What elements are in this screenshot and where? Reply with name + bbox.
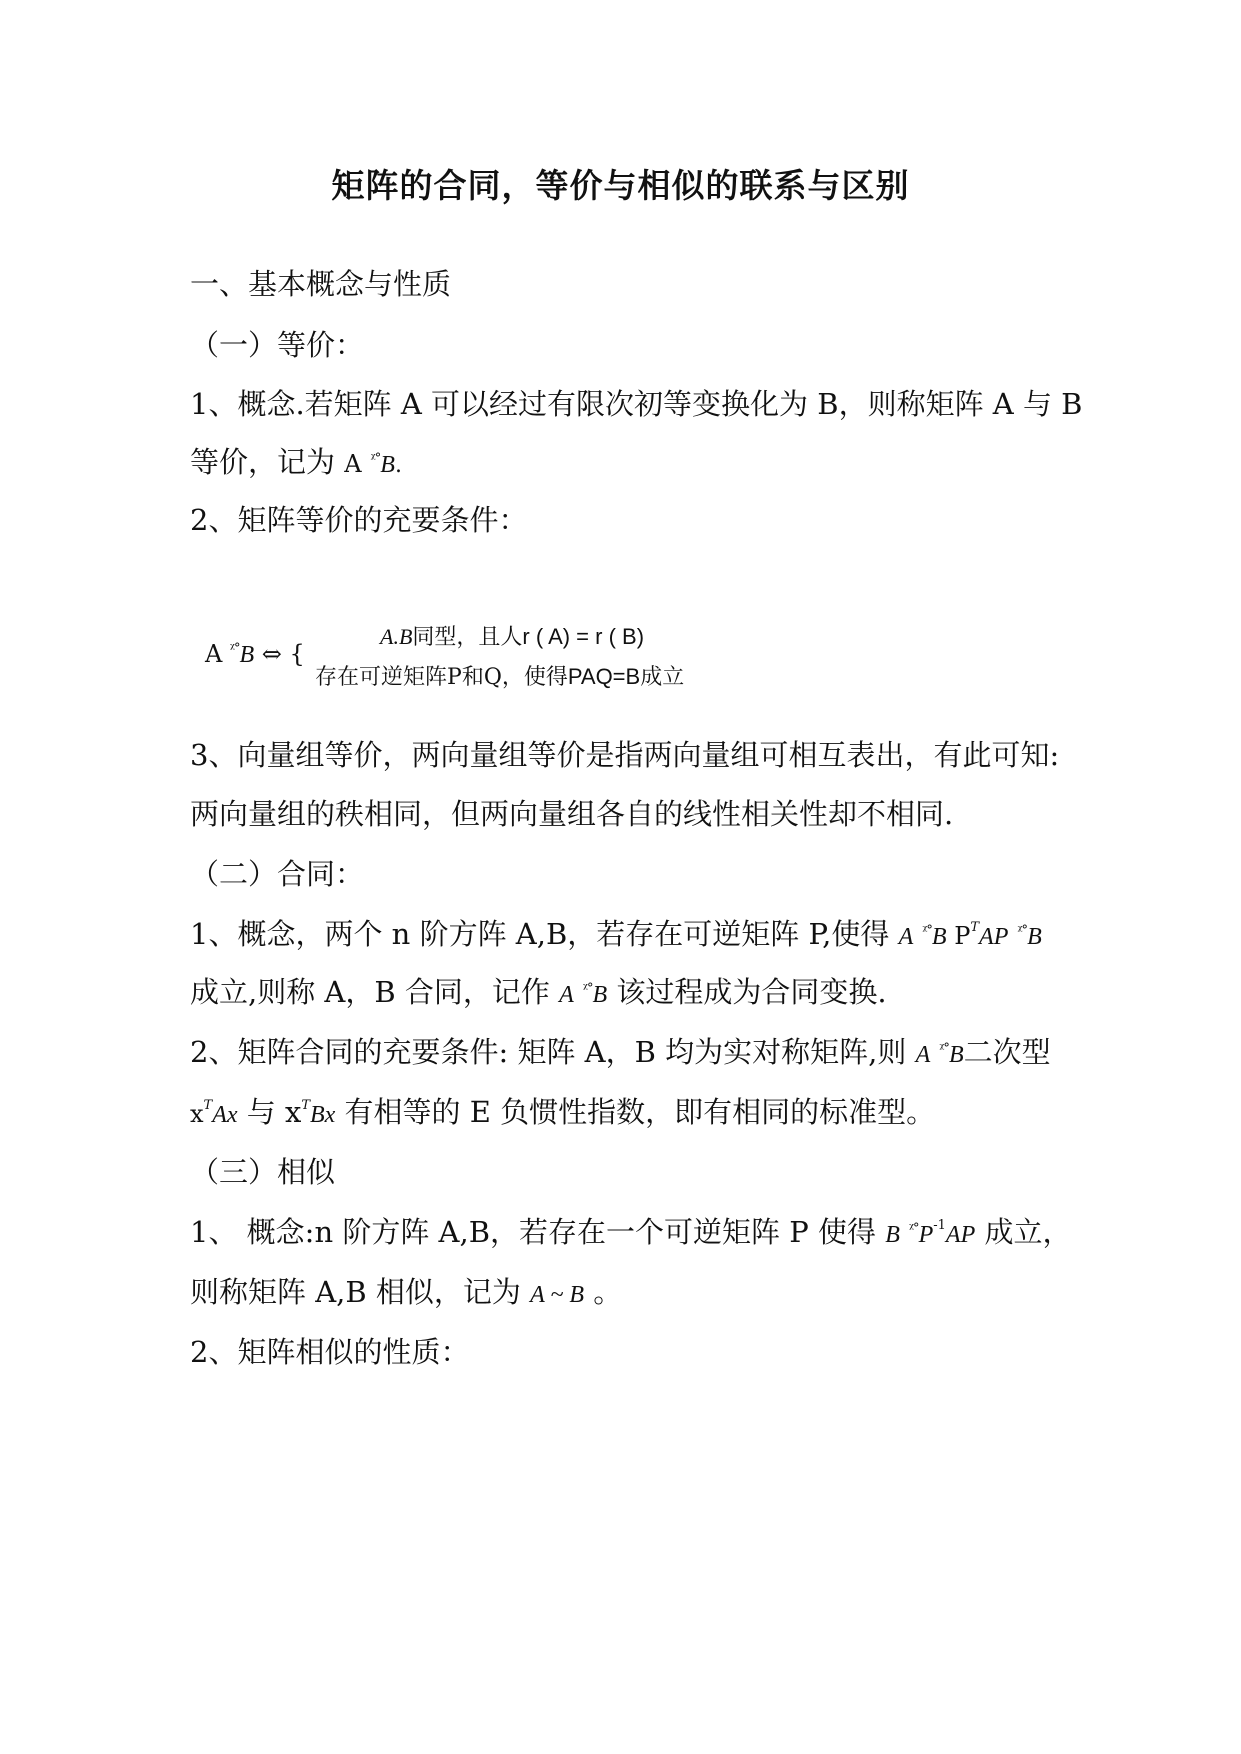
congruence-condition-line2	[190, 1090, 935, 1131]
math-a-sim-b: A ~ B	[530, 1282, 585, 1308]
math-ax: Ax	[212, 1102, 238, 1128]
text-end: 二次型	[963, 1035, 1051, 1069]
end-text: 成立	[640, 665, 685, 690]
text: 1、概念，两个 n 阶方阵 A,B，若存在可逆矩阵 P,使得	[190, 917, 890, 951]
congruence-symbol: ᵡ°	[939, 1041, 949, 1056]
congruence-symbol: ᵡ°	[922, 923, 932, 938]
math-b: B	[931, 924, 947, 950]
end-text: 有相等的 E 负惯性指数，即有相同的标准型。	[335, 1095, 936, 1129]
math-a: A	[898, 924, 914, 950]
math-x: x	[190, 1100, 204, 1128]
subsection-heading-equivalence: （一）等价：	[190, 328, 365, 362]
math-a: A	[559, 982, 574, 1008]
subsection-heading-congruence: （二）合同：	[190, 857, 365, 891]
math-ab: A.B	[380, 624, 413, 649]
transpose-sup: T	[970, 920, 980, 935]
math-a: A	[205, 640, 223, 668]
text: 存在可逆矩阵	[315, 665, 448, 690]
similarity-concept-line1	[190, 1210, 1071, 1251]
transpose-sup: T	[203, 1098, 213, 1113]
vector-equivalence-line1: 3、向量组等价，两向量组等价是指两向量组可相互表出，有此可知:	[190, 738, 1060, 772]
congruence-concept-line2	[190, 970, 887, 1011]
rank-equation: r ( A) = r ( B)	[522, 624, 645, 649]
math-a: A	[344, 450, 362, 478]
congruence-concept-line1	[190, 912, 1042, 953]
mid-text: 与 x	[237, 1095, 302, 1129]
math-b: B	[239, 642, 255, 668]
text-2: 该过程成为合同变换.	[616, 975, 887, 1009]
math-b: B	[948, 1042, 964, 1068]
paq-equation: PAQ=B	[567, 664, 641, 689]
math-b: B	[592, 982, 608, 1008]
section-heading-basic-concepts: 一、基本概念与性质	[190, 267, 452, 301]
vector-equivalence-line2: 两向量组的秩相同，但两向量组各自的线性相关性却不相同.	[190, 797, 954, 831]
math-ap: AP	[979, 924, 1009, 950]
period: .	[394, 453, 402, 478]
equivalence-condition-formula	[205, 620, 765, 700]
end-text: 成立，	[975, 1215, 1072, 1249]
condition-row-1	[380, 620, 644, 651]
math-b: B	[885, 1222, 900, 1248]
congruence-symbol-2: ᵡ°	[1017, 923, 1028, 938]
text: 同型，且人	[412, 625, 523, 650]
equivalence-symbol: ᵡ°	[370, 451, 381, 466]
iff-brace: ⇔ {	[261, 640, 305, 668]
equivalence-concept-line2	[190, 440, 402, 481]
condition-row-2	[315, 660, 684, 691]
math-p: P	[918, 1222, 934, 1248]
equivalence-symbol: ᵡ°	[229, 641, 240, 656]
math-bx: Bx	[310, 1102, 336, 1128]
pq-text: P和Q，使得	[447, 665, 568, 690]
math-b2: B	[1027, 924, 1042, 950]
text: 2、矩阵合同的充要条件: 矩阵 A，B 均为实对称矩阵,则	[190, 1035, 907, 1069]
text: 成立,则称 A，B 合同，记作	[190, 975, 550, 1009]
math-p: P	[946, 922, 971, 950]
congruence-condition-line1	[190, 1030, 1051, 1071]
math-b: B	[380, 452, 395, 478]
text: 1、 概念:n 阶方阵 A,B，若存在一个可逆矩阵 P 使得	[190, 1215, 876, 1249]
congruence-symbol: ᵡ°	[583, 981, 593, 996]
page-title: 矩阵的合同，等价与相似的联系与区别	[331, 166, 910, 205]
similarity-property-heading: 2、矩阵相似的性质：	[190, 1335, 470, 1369]
similarity-symbol: ᵡ°	[909, 1221, 919, 1236]
transpose-sup-2: T	[301, 1098, 310, 1113]
equivalence-condition-heading: 2、矩阵等价的充要条件：	[190, 503, 528, 537]
math-a: A	[915, 1042, 931, 1068]
subsection-heading-similarity: （三）相似	[190, 1155, 336, 1189]
text: 则称矩阵 A,B 相似，记为	[190, 1275, 521, 1309]
equivalence-concept-line1: 1、概念.若矩阵 A 可以经过有限次初等变换化为 B，则称矩阵 A 与 B	[190, 387, 1083, 421]
math-ap: AP	[945, 1222, 976, 1248]
similarity-concept-line2	[190, 1270, 622, 1311]
text: 等价，记为	[190, 445, 336, 479]
end-text: 。	[584, 1275, 623, 1309]
formula-left	[205, 640, 305, 669]
inverse-sup: -1	[933, 1218, 946, 1233]
